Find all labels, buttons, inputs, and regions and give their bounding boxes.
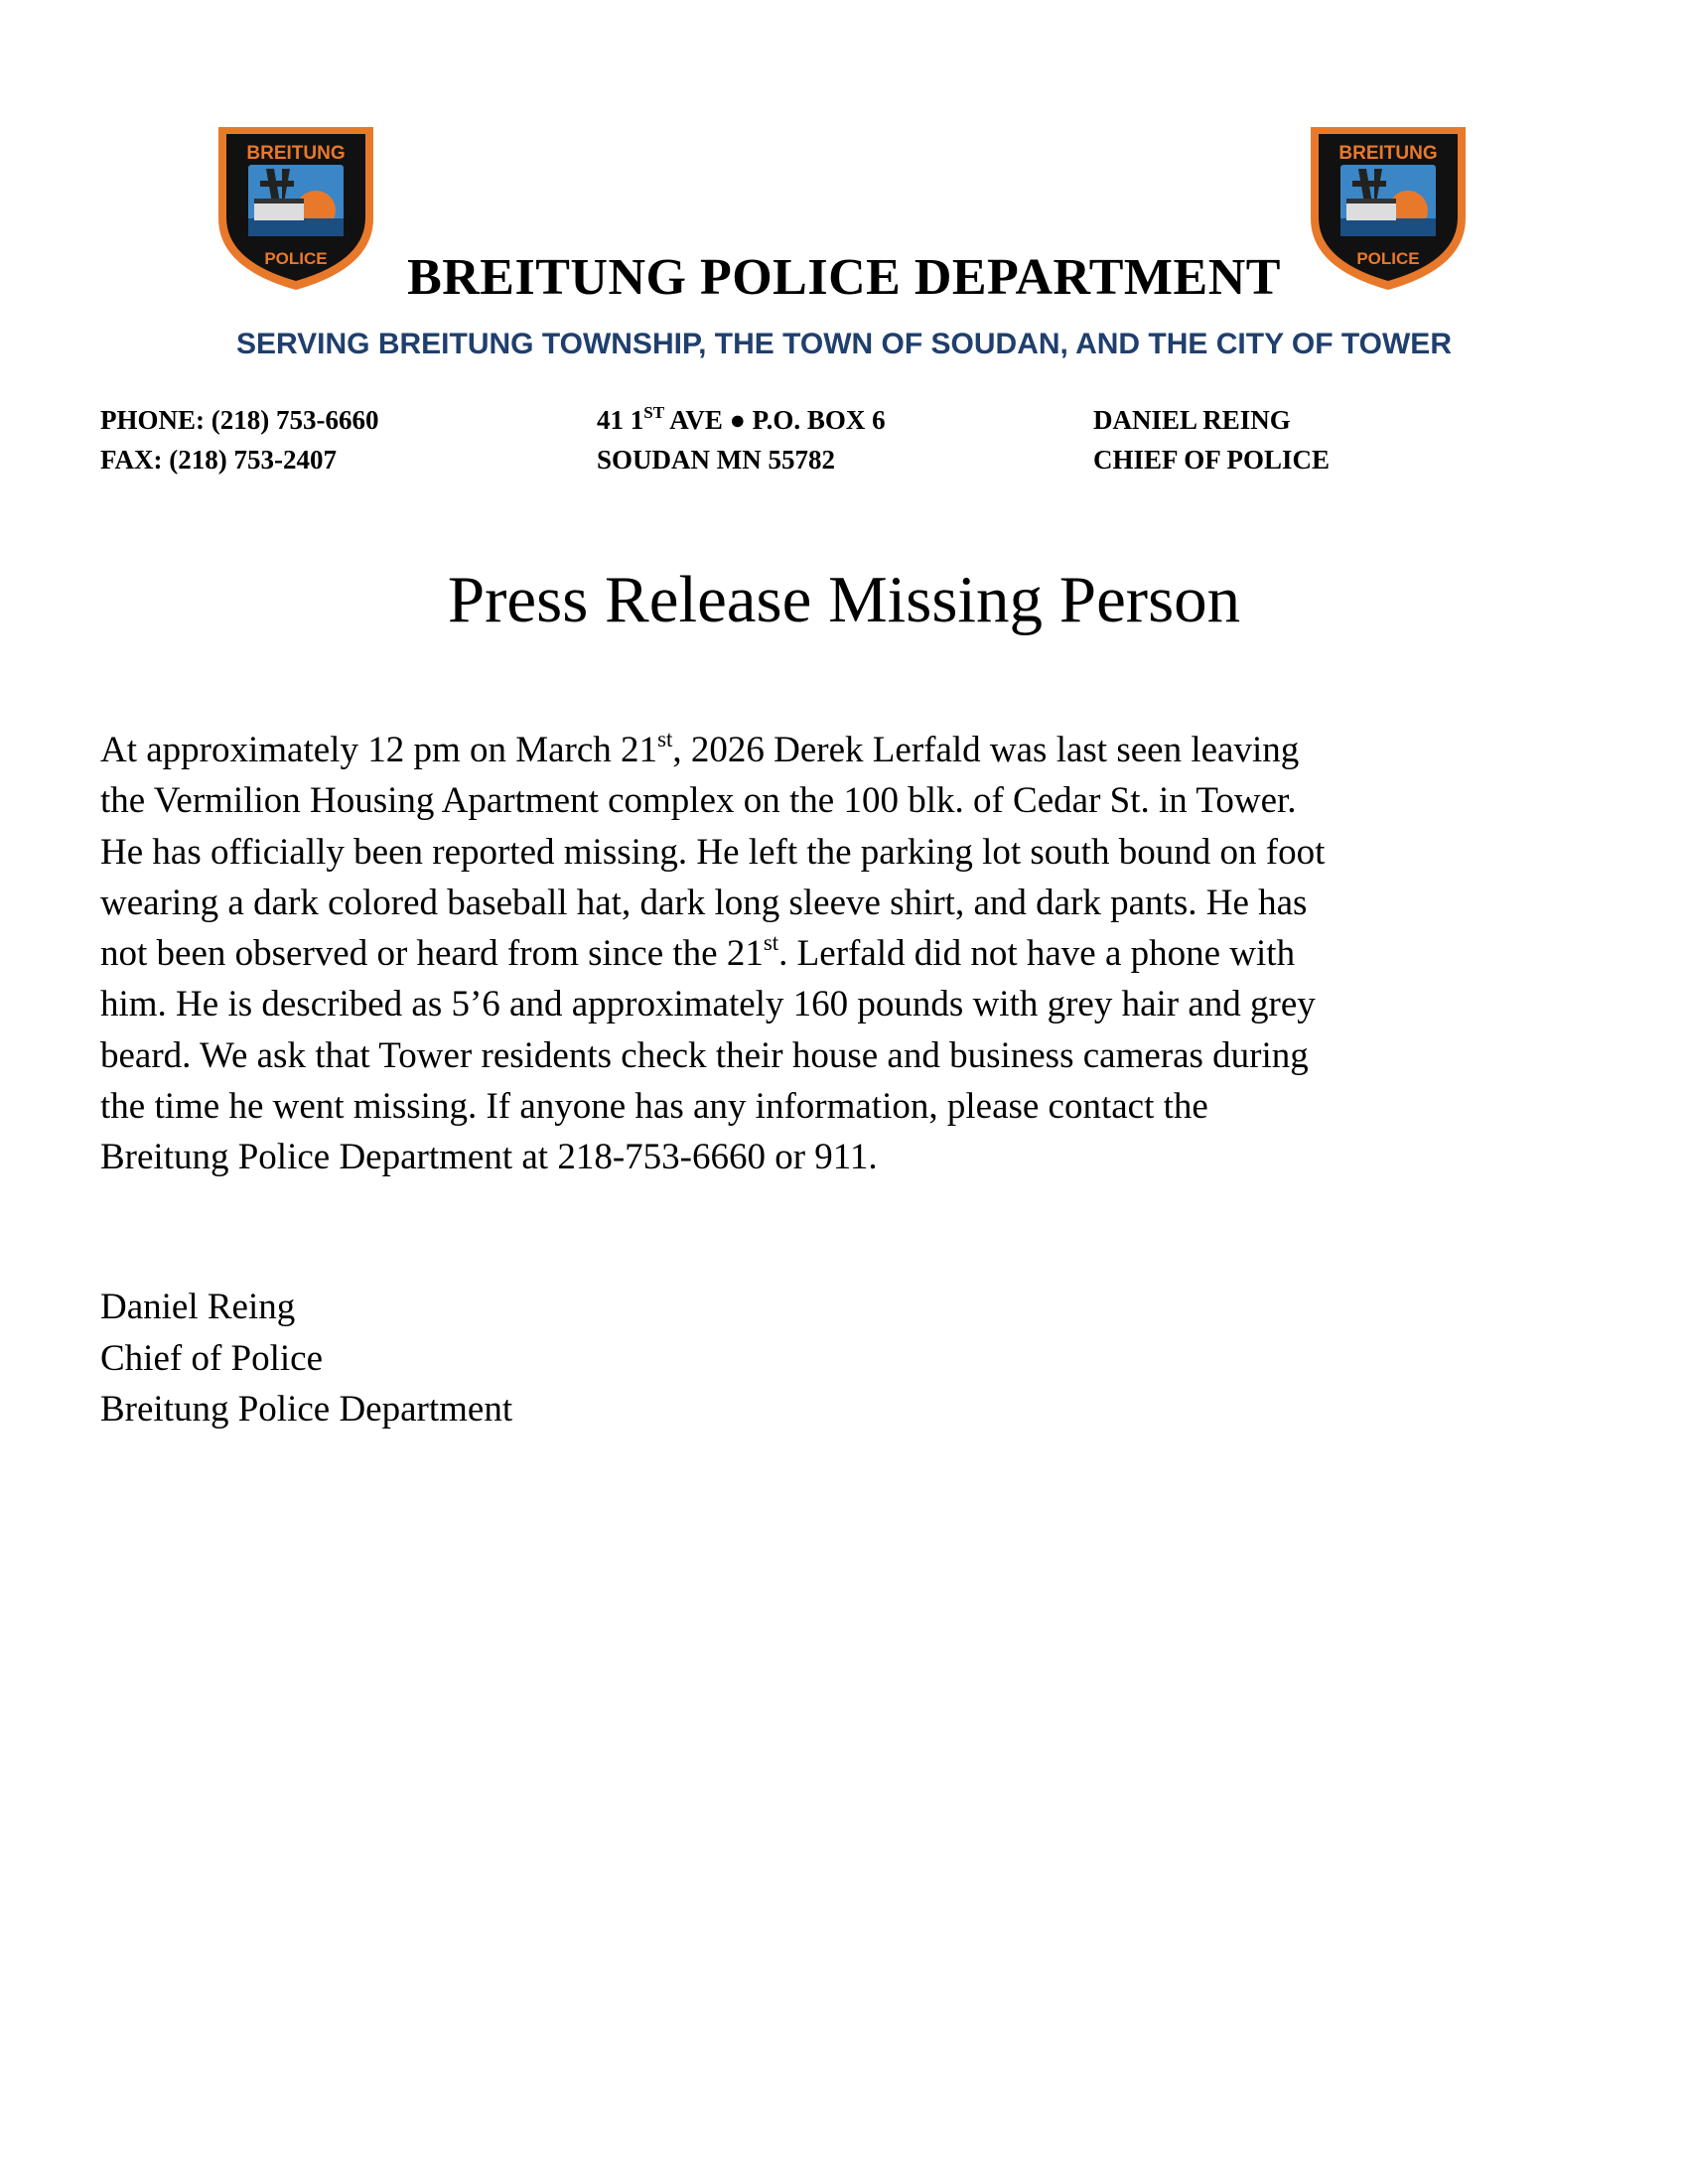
chief-title: CHIEF OF POLICE: [1093, 445, 1331, 475]
svg-text:BREITUNG: BREITUNG: [1338, 143, 1438, 164]
press-release-body: [100, 725, 1600, 1183]
signature-title: Chief of Police: [100, 1337, 324, 1379]
body-line: not been observed or heard from since the 21st. Lerfald did not have a phone with: [100, 930, 1296, 975]
fax-number: FAX: (218) 753-2407: [100, 445, 337, 475]
press-release-title: Press Release Missing Person: [447, 563, 1241, 636]
contact-phone-block: [100, 400, 378, 479]
svg-text:POLICE: POLICE: [264, 249, 328, 268]
contact-chief-block: [1093, 400, 1330, 479]
body-line: him. He is described as 5’6 and approximately 160 pounds with grey hair and grey: [100, 984, 1316, 1025]
department-tagline: SERVING BREITUNG TOWNSHIP, THE TOWN OF SOUDAN, AND THE CITY OF TOWER: [236, 328, 1452, 360]
body-line: beard. We ask that Tower residents check their house and business cameras during: [100, 1034, 1309, 1076]
phone-number: PHONE: (218) 753-6660: [100, 405, 379, 435]
contact-address-block: [597, 400, 886, 479]
city-line: SOUDAN MN 55782: [597, 445, 835, 475]
department-title: BREITUNG POLICE DEPARTMENT: [407, 249, 1281, 306]
body-line: the time he went missing. If anyone has any information, please contact the: [100, 1086, 1208, 1128]
body-line: wearing a dark colored baseball hat, dark long sleeve shirt, and dark pants. He has: [100, 882, 1308, 923]
body-line: the Vermilion Housing Apartment complex on the 100 blk. of Cedar St. in Tower.: [100, 780, 1297, 822]
body-line: At approximately 12 pm on March 21st, 2026 Derek Lerfald was last seen leaving: [100, 727, 1300, 770]
body-line: He has officially been reported missing. He left the parking lot south bound on foot: [100, 831, 1326, 873]
svg-text:BREITUNG: BREITUNG: [246, 143, 346, 164]
body-line: Breitung Police Department at 218-753-6660 or 911.: [100, 1137, 878, 1178]
signature-name: Daniel Reing: [100, 1287, 296, 1327]
street-address: 41 1ST AVE ● P.O. BOX 6: [597, 403, 886, 435]
signature-block: [100, 1282, 512, 1435]
signature-department: Breitung Police Department: [100, 1389, 513, 1430]
chief-name: DANIEL REING: [1093, 405, 1291, 435]
svg-text:POLICE: POLICE: [1356, 249, 1420, 268]
